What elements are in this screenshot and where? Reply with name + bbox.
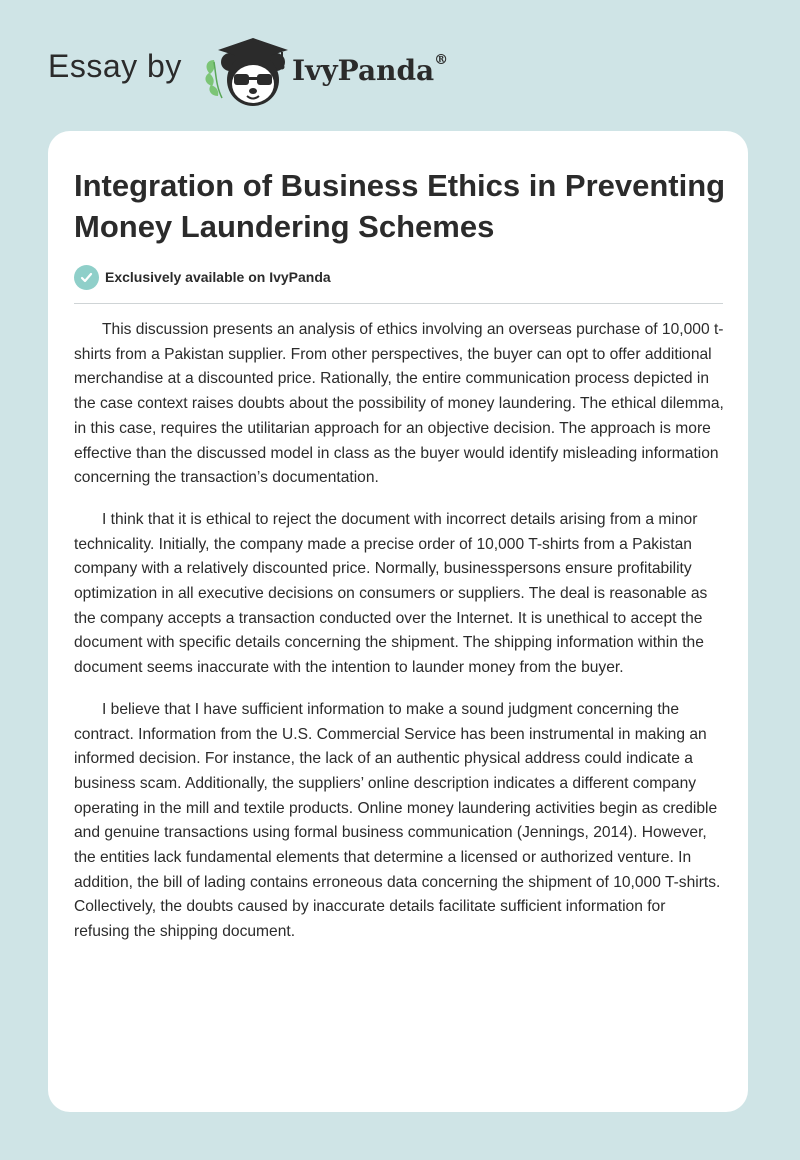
brand-name[interactable]: IvyPanda® xyxy=(292,52,449,87)
essay-by-label: Essay by xyxy=(48,48,182,84)
paragraph: I think that it is ethical to reject the document with incorrect details arising from a minor technicality. Initially, the company made a precise order of 10,000 T-shirts from a Pakistan company with a relatively discounted price. Normally, businesspersons ensure profitability optimization in all executive decisions on consumers or suppliers. The deal is reasonable as the company accepts a transaction conducted over the Internet. It is unethical to accept the document with specific details concerning the shipment. The shipping information within the document seems inaccurate with the intention to launder money from the buyer. xyxy=(74,510,708,677)
paragraph: I believe that I have sufficient information to make a sound judgment concerning the contract. Information from the U.S. Commercial Service has been instrumental in making an informed decision. For instance, the lack of an authentic physical address could indicate a business scam. Additionally, the suppliers’ online description indicates a different company operating in the mill and textile products. Online money laundering activities begin as credible and genuine transactions using formal business communication (Jennings, 2014). However, the entities lack fundamental elements that determine a licensed or authorized venture. In addition, the bill of lading contains erroneous data concerning the shipment of 10,000 T-shirts. Collectively, the doubts caused by inaccurate details facilitate sufficient information for refusing the shipping document. xyxy=(74,700,721,941)
essay-body xyxy=(74,318,724,962)
exclusive-badge xyxy=(74,264,331,290)
exclusive-badge-label: Exclusively available on IvyPanda xyxy=(105,269,331,285)
panda-graduate-icon[interactable] xyxy=(202,34,294,110)
essay-title: Integration of Business Ethics in Preventing Money Laundering Schemes xyxy=(74,168,726,244)
paragraph: This discussion presents an analysis of ethics involving an overseas purchase of 10,000 t-shirts from a Pakistan supplier. From other perspectives, the buyer can opt to offer additional merchandise at a discounted price. Rationally, the entire communication process depicted in the case context raises doubts about the possibility of money laundering. The ethical dilemma, in this case, requires the utilitarian approach for an objective decision. The approach is more effective than the discussed model in class as the buyer would identify misleading information concerning the transaction’s documentation. xyxy=(74,321,724,487)
site-header xyxy=(48,34,748,110)
trademark-mark: ® xyxy=(434,52,449,68)
divider xyxy=(74,303,723,304)
check-icon xyxy=(74,265,99,290)
essay-card xyxy=(48,131,748,1112)
